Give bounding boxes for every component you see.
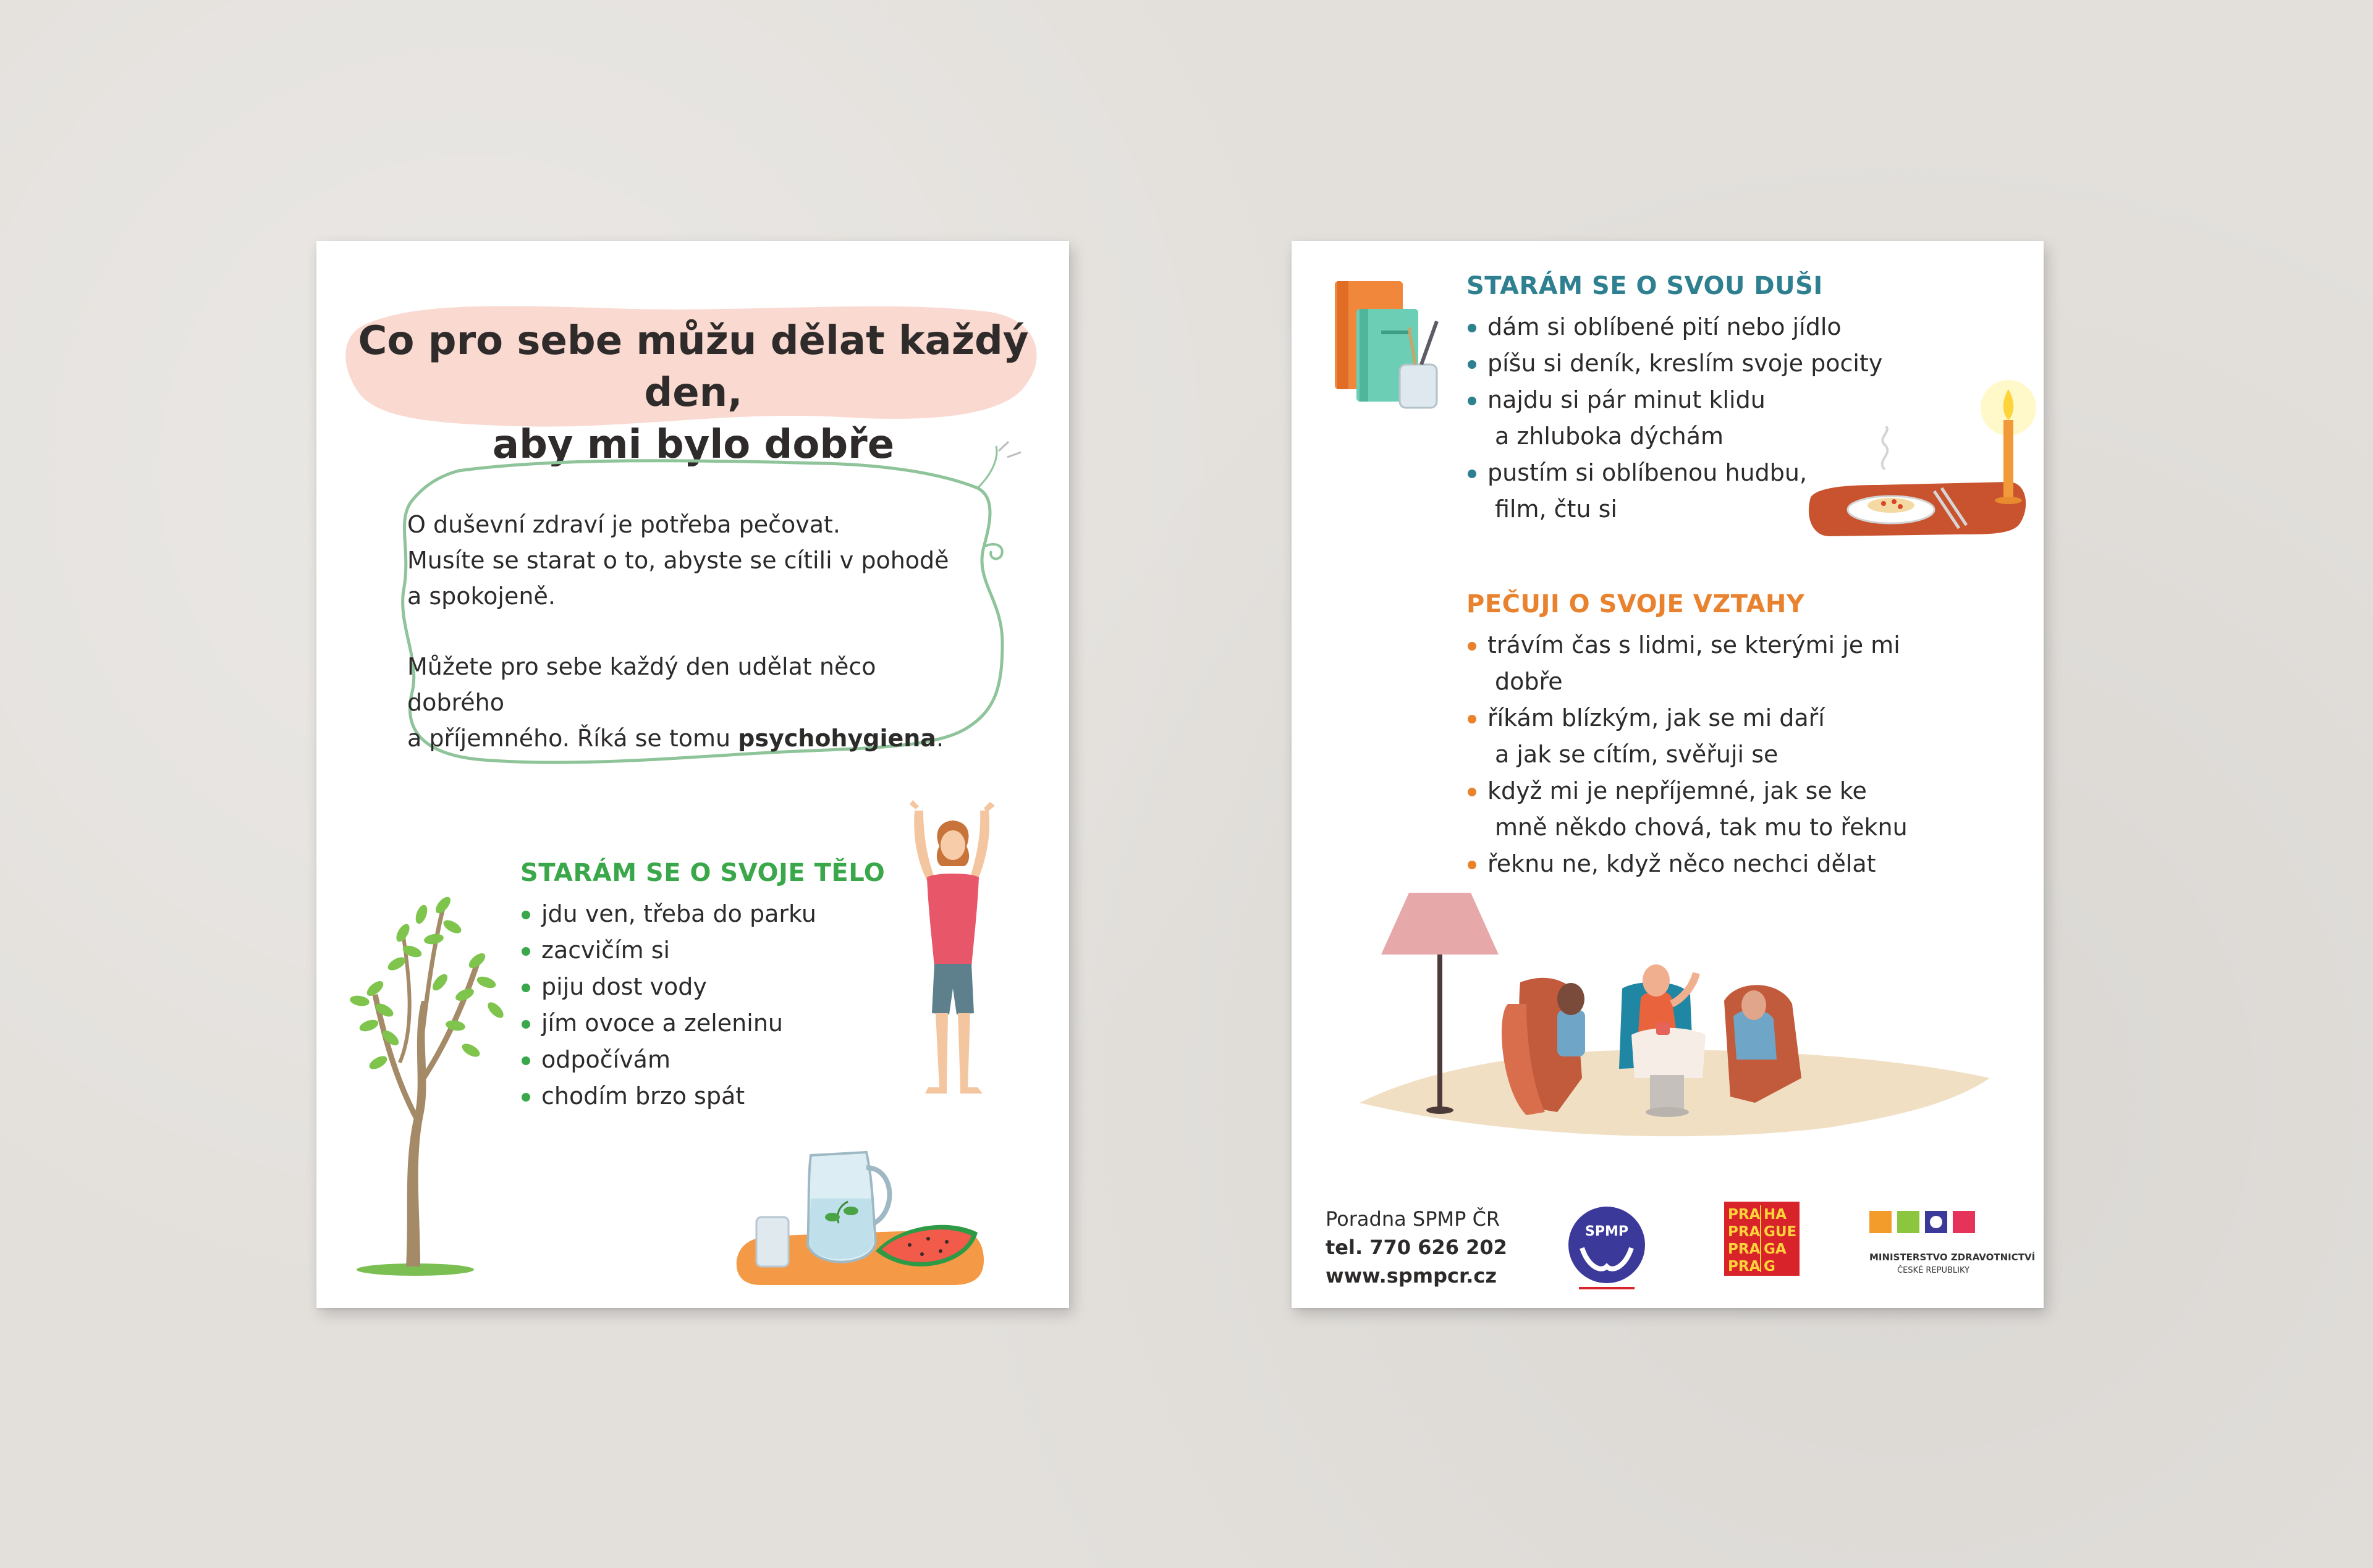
ministry-logo: [1860, 1205, 2036, 1291]
praha-row: PRA: [1728, 1258, 1761, 1275]
list-item: [1466, 309, 1882, 345]
list-item-line: dám si oblíbené pití nebo jídlo: [1487, 313, 1842, 340]
intro-line: [407, 720, 963, 756]
praha-row: PRA: [1728, 1241, 1761, 1257]
intro-paragraph-1: [407, 507, 963, 614]
books-illustration: [1329, 272, 1452, 414]
woman-exercising-illustration: [891, 797, 1015, 1131]
intro-text-end: .: [936, 725, 944, 752]
list-item: zacvičím si: [520, 932, 816, 969]
praha-row: PRA: [1728, 1207, 1761, 1223]
psychohygiena-term: psychohygiena: [738, 725, 936, 752]
praha-row: GUE: [1764, 1224, 1797, 1240]
spmp-logo: [1560, 1199, 1653, 1291]
list-item-line: trávím čas s lidmi, se kterými je mi: [1487, 631, 1900, 659]
ministry-name-line-2: ČESKÉ REPUBLIKY: [1897, 1266, 1970, 1275]
intro-line: Můžete pro sebe každý den udělat něco dobrého: [407, 653, 876, 716]
meal-and-candle-illustration: [1804, 377, 2033, 544]
praha-row: GA: [1764, 1241, 1787, 1257]
intro-text-part: a příjemného. Říká se tomu: [407, 725, 738, 752]
list-item: jím ovoce a zeleninu: [520, 1005, 816, 1042]
intro-line: a spokojeně.: [407, 583, 556, 610]
right-leaflet: [1292, 241, 2044, 1308]
spmp-logo-text: SPMP: [1585, 1224, 1628, 1239]
body-care-list: [520, 896, 816, 1115]
list-item-line: píšu si deník, kreslím svoje pocity: [1487, 350, 1883, 377]
friends-talking-illustration: [1360, 893, 1996, 1146]
list-item: [1466, 846, 1908, 882]
list-item-line: najdu si pár minut klidu: [1487, 386, 1766, 413]
praha-row: HA: [1764, 1207, 1787, 1223]
relations-care-list: [1466, 627, 1908, 882]
list-item: piju dost vody: [520, 969, 816, 1005]
list-item: chodím brzo spát: [520, 1078, 816, 1115]
title-area: [335, 290, 1052, 468]
tree-illustration: [341, 877, 527, 1285]
ministry-name-line-1: MINISTERSTVO ZDRAVOTNICTVÍ: [1869, 1252, 2036, 1263]
website-link[interactable]: www.spmpcr.cz: [1326, 1264, 1497, 1288]
list-item-line: dobře: [1495, 668, 1563, 695]
body-section-heading: STARÁM SE O SVOJE TĚLO: [520, 859, 886, 887]
list-item: [1466, 700, 1908, 773]
list-item-line: film, čtu si: [1495, 495, 1617, 523]
contact-info: [1326, 1205, 1507, 1290]
soul-section-heading: STARÁM SE O SVOU DUŠI: [1466, 272, 1823, 300]
intro-paragraph-2: [407, 649, 963, 756]
list-item-line: říkám blízkým, jak se mi daří: [1487, 704, 1825, 731]
intro-line: Musíte se starat o to, abyste se cítili v pohodě: [407, 547, 949, 574]
praha-logo-text: [1727, 1203, 1796, 1275]
left-leaflet: [316, 241, 1069, 1308]
list-item: [1466, 627, 1908, 700]
list-item: odpočívám: [520, 1042, 816, 1078]
list-item: jdu ven, třeba do parku: [520, 896, 816, 932]
intro-line: O duševní zdraví je potřeba pečovat.: [407, 511, 841, 538]
intro-frame: [353, 439, 1039, 846]
list-item-line: a zhluboka dýchám: [1495, 423, 1724, 450]
list-item-line: když mi je nepříjemné, jak se ke: [1487, 777, 1867, 804]
drinks-and-fruit-illustration: [730, 1118, 990, 1291]
praha-row: G: [1764, 1258, 1775, 1275]
list-item-line: mně někdo chová, tak mu to řeknu: [1495, 814, 1908, 841]
praha-row: PRA: [1728, 1224, 1761, 1240]
phone-number: tel. 770 626 202: [1326, 1236, 1507, 1259]
relations-section-heading: PEČUJI O SVOJE VZTAHY: [1466, 590, 1805, 618]
organization-name: Poradna SPMP ČR: [1326, 1207, 1500, 1231]
list-item: [1466, 773, 1908, 846]
praha-logo: [1724, 1202, 1800, 1276]
title-line-2: aby mi bylo dobře: [492, 422, 895, 468]
list-item-line: pustím si oblíbenou hudbu,: [1487, 459, 1808, 486]
title-line-1: Co pro sebe můžu dělat každý den,: [358, 318, 1029, 416]
list-item-line: a jak se cítím, svěřuji se: [1495, 741, 1779, 768]
list-item-line: řeknu ne, když něco nechci dělat: [1487, 850, 1876, 877]
